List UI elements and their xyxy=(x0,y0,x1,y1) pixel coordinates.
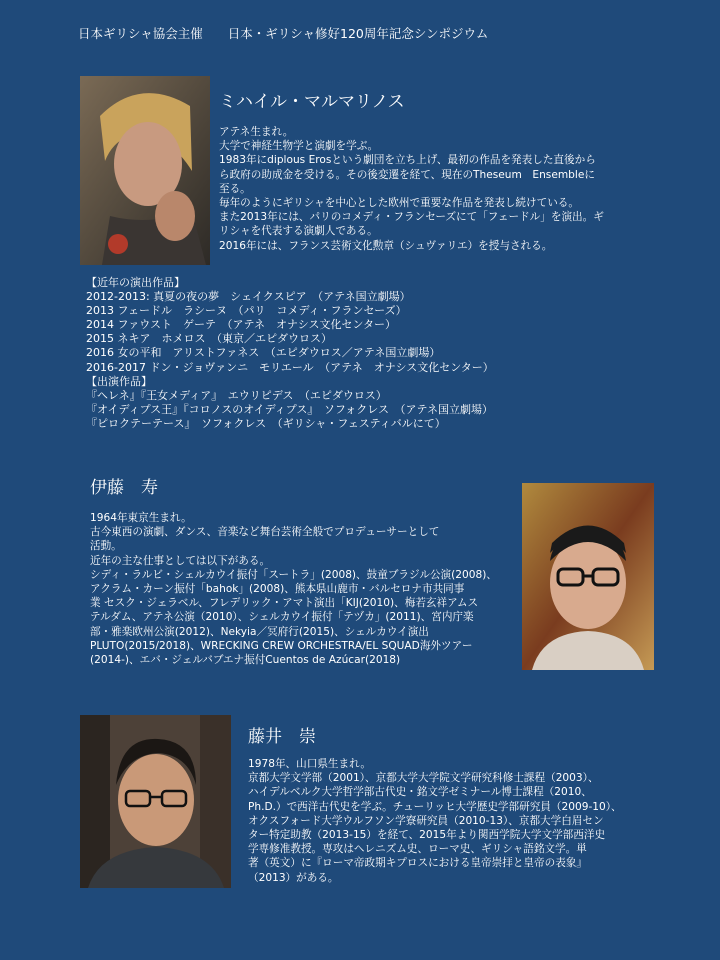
portrait-photo-marmarinos xyxy=(80,76,210,265)
bio-line: PLUTO(2015/2018)、WRECKING CREW ORCHESTRA/EL SQUAD海外ツアー xyxy=(90,639,473,652)
bio-line: 毎年のようにギリシャを中心とした欧州で重要な作品を発表し続けている。 xyxy=(219,197,579,210)
works-item: 『ヘレネ』『王女メディア』 エウリピデス （エピダウロス） xyxy=(86,388,387,402)
bio-line: 京都大学文学部（2001）、京都大学大学院文学研究科修士課程（2003）、 xyxy=(248,772,599,785)
bio-marmarinos xyxy=(219,125,604,253)
bio-line: 業 セスク・ジェラベル、フレデリック・アマト演出「KIJ(2010)、梅若玄祥アムス xyxy=(90,597,479,610)
bio-line: 大学で神経生物学と演劇を学ぶ。 xyxy=(219,140,379,153)
bio-line: 学専修准教授。専攻はヘレニズム史、ローマ史、ギリシャ語銘文学。単 xyxy=(248,843,587,856)
bio-line: （2013）がある。 xyxy=(248,871,339,884)
bio-line: 1964年東京生まれ。 xyxy=(90,512,192,524)
works-item: 2016 女の平和 アリストファネス （エピダウロス／アテネ国立劇場） xyxy=(86,346,441,360)
person-name-fujii: 藤井 崇 xyxy=(248,727,316,747)
bio-line: オクスフォード大学ウルフソン学寮研究員（2010-13）、京都大学白眉セン xyxy=(248,814,604,827)
works-item: 2016-2017 ドン・ジョヴァンニ モリエール （アテネ オナシス文化センター） xyxy=(86,360,494,374)
works-item: 2013 フェードル ラシーヌ （パリ コメディ・フランセーズ） xyxy=(86,304,407,318)
works-item: 2014 ファウスト ゲーテ （アテネ オナシス文化センター） xyxy=(86,318,397,332)
works-item: 2015 ネキア ホメロス （東京／エピダウロス） xyxy=(86,332,332,346)
works-item: 2012-2013: 真夏の夜の夢 シェイクスピア （アテネ国立劇場） xyxy=(86,290,411,304)
bio-line: ター特定助教（2013-15）を経て、2015年より関西学院大学文学部西洋史 xyxy=(248,829,606,842)
bio-line: リシャを代表する演劇人である。 xyxy=(219,225,378,238)
bio-line: シディ・ラルビ・シェルカウイ振付「スートラ」(2008)、鼓童ブラジル公演(2008)、 xyxy=(90,568,497,581)
bio-line: 近年の主な仕事としては以下がある。 xyxy=(90,554,271,567)
bio-line: 1978年、山口県生まれ。 xyxy=(248,758,371,770)
bio-line: 1983年にdiplous Erosという劇団を立ち上げ、最初の作品を発表した直後から xyxy=(219,154,596,167)
bio-line: アクラム・カーン振付「bahok」(2008)、熊本県山鹿市・バルセロナ市共同事 xyxy=(90,583,465,596)
person-name-ito: 伊藤 寿 xyxy=(90,478,158,498)
bio-ito xyxy=(90,511,497,667)
bio-line: (2014-)、エバ・ジェルバブエナ振付Cuentos de Azúcar(2018) xyxy=(90,654,401,667)
portrait-photo-fujii xyxy=(80,715,231,888)
bio-line: 至る。 xyxy=(219,182,251,195)
bio-line: 活動。 xyxy=(90,540,122,553)
bio-line: Ph.D.）で西洋古代史を学ぶ。チューリッヒ大学歴史学部研究員（2009-10）、 xyxy=(248,800,622,813)
bio-line: テルダム、アテネ公演（2010）、シェルカウイ振付「テヅカ」(2011)、宮内庁楽 xyxy=(90,611,474,624)
bio-line: 2016年には、フランス芸術文化勲章（シュヴァリエ）を授与される。 xyxy=(219,239,553,252)
works-item: 『オイディプス王』『コロノスのオイディプス』 ソフォクレス （アテネ国立劇場） xyxy=(86,402,493,416)
bio-line: 著（英文）に『ローマ帝政期キプロスにおける皇帝崇拝と皇帝の表象』 xyxy=(248,857,587,870)
page-header: 日本ギリシャ協会主催 日本・ギリシャ修好120周年記念シンポジウム xyxy=(78,26,489,41)
bio-line: ら政府の助成金を受ける。その後変遷を経て、現在のTheseum Ensembleに xyxy=(219,168,595,181)
person-name-marmarinos: ミハイル・マルマリノス xyxy=(219,92,405,112)
portrait-photo-ito xyxy=(522,483,654,670)
works-item: 『ピロクテーテース』 ソフォクレス （ギリシャ・フェスティバルにて） xyxy=(86,416,446,430)
bio-line: また2013年には、パリのコメディ・フランセーズにて「フェードル」を演出。ギ xyxy=(219,211,604,224)
bio-line: ハイデルベルク大学哲学部古代史・銘文学ゼミナール博士課程（2010、 xyxy=(248,786,592,799)
works-heading: 【近年の演出作品】 xyxy=(86,276,185,289)
works-list-marmarinos xyxy=(86,276,494,431)
bio-line: 部・雅楽欧州公演(2012)、Nekyia／冥府行(2015)、シェルカウイ演出 xyxy=(90,625,429,638)
bio-line: 古今東西の演劇、ダンス、音楽など舞台芸術全般でプロデューサーとして xyxy=(90,526,440,539)
works-heading: 【出演作品】 xyxy=(86,374,152,388)
bio-line: アテネ生まれ。 xyxy=(219,126,294,138)
bio-fujii xyxy=(248,757,622,885)
